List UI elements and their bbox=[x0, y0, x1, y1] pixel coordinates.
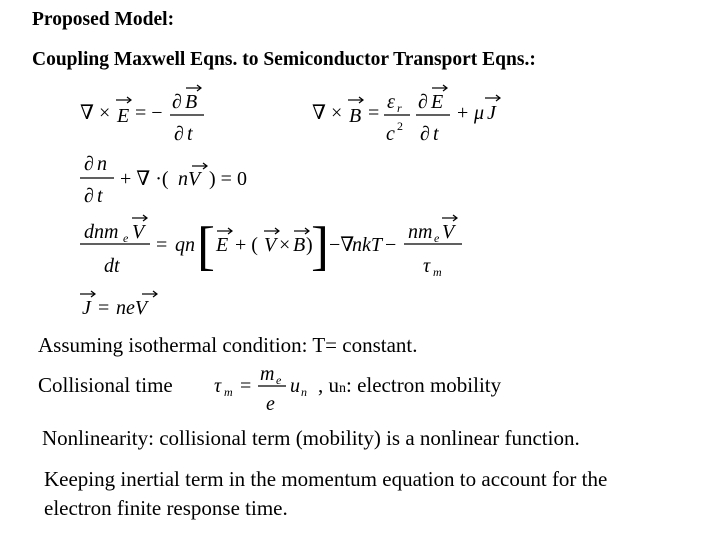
svg-text:+: + bbox=[457, 102, 469, 124]
svg-text:∂: ∂ bbox=[84, 153, 94, 175]
svg-text:t: t bbox=[433, 123, 439, 145]
svg-text:∇ ×: ∇ × bbox=[312, 102, 343, 124]
svg-text:=: = bbox=[98, 297, 110, 319]
inertial-note-line-2: electron finite response time. bbox=[44, 496, 288, 520]
mobility-prefix: , u bbox=[318, 373, 339, 397]
isothermal-assumption: Assuming isothermal condition: T= constant. bbox=[38, 333, 418, 357]
svg-text:=: = bbox=[368, 102, 380, 124]
svg-text:e: e bbox=[434, 231, 440, 245]
svg-text:m: m bbox=[433, 265, 442, 279]
svg-text:neV: neV bbox=[116, 297, 148, 319]
current-equation bbox=[80, 284, 200, 329]
svg-text:dt: dt bbox=[104, 255, 120, 277]
svg-text:[: [ bbox=[197, 216, 215, 276]
svg-text:E: E bbox=[431, 91, 444, 113]
svg-text:E: E bbox=[216, 234, 229, 256]
svg-text:+ (: + ( bbox=[235, 234, 258, 256]
svg-text:=: = bbox=[156, 234, 168, 256]
svg-text:+ ∇ ·(: + ∇ ·( bbox=[120, 168, 169, 190]
svg-text:ε: ε bbox=[387, 91, 395, 113]
nonlinearity-note: Nonlinearity: collisional term (mobility) is a nonlinear function. bbox=[42, 426, 580, 450]
svg-text:t: t bbox=[97, 185, 103, 207]
svg-text:r: r bbox=[397, 101, 402, 115]
svg-text:n: n bbox=[301, 385, 307, 399]
slide-title-line-1: Proposed Model: bbox=[32, 9, 175, 30]
svg-text:) = 0: ) = 0 bbox=[209, 168, 247, 190]
svg-text:E: E bbox=[117, 105, 130, 127]
svg-text:e: e bbox=[266, 393, 275, 415]
svg-text:u: u bbox=[290, 375, 300, 397]
svg-text:∂: ∂ bbox=[174, 123, 184, 145]
slide-title-line-2: Coupling Maxwell Eqns. to Semiconductor Transport Eqns.: bbox=[32, 49, 536, 70]
mobility-subscript: n bbox=[339, 381, 346, 396]
mobility-suffix: : electron mobility bbox=[346, 373, 502, 397]
svg-text:∇ ×: ∇ × bbox=[80, 102, 111, 124]
svg-text:= −: = − bbox=[135, 102, 163, 124]
svg-text:−∇: −∇ bbox=[329, 234, 355, 256]
svg-text:): ) bbox=[306, 234, 313, 256]
svg-text:−: − bbox=[385, 234, 397, 256]
svg-text:e: e bbox=[276, 373, 282, 387]
svg-text:∂: ∂ bbox=[84, 185, 94, 207]
svg-text:V: V bbox=[442, 221, 455, 243]
svg-text:τ: τ bbox=[214, 375, 222, 397]
svg-text:n: n bbox=[97, 153, 107, 175]
svg-text:∂: ∂ bbox=[420, 123, 430, 145]
ampere-equation bbox=[312, 84, 512, 153]
svg-text:B: B bbox=[185, 91, 198, 113]
svg-text:nm: nm bbox=[408, 221, 433, 243]
svg-text:B: B bbox=[349, 105, 362, 127]
svg-text:μ: μ bbox=[474, 102, 485, 124]
svg-text:c: c bbox=[386, 123, 395, 145]
svg-text:J: J bbox=[82, 297, 91, 319]
svg-text:∂: ∂ bbox=[418, 91, 428, 113]
svg-text:nV: nV bbox=[178, 168, 201, 190]
collision-time-equation bbox=[212, 360, 322, 421]
collisional-time-label: Collisional time bbox=[38, 373, 173, 397]
inertial-note-line-1: Keeping inertial term in the momentum equation to account for the bbox=[44, 467, 608, 491]
svg-text:dnm: dnm bbox=[84, 221, 119, 243]
svg-text:2: 2 bbox=[397, 119, 403, 133]
svg-text:τ: τ bbox=[423, 255, 431, 277]
svg-text:J: J bbox=[487, 102, 496, 124]
continuity-equation bbox=[80, 150, 260, 215]
svg-text:V: V bbox=[132, 221, 145, 243]
svg-text:V: V bbox=[264, 234, 277, 256]
electron-mobility-note bbox=[318, 372, 501, 402]
momentum-equation bbox=[80, 212, 480, 285]
svg-text:∂: ∂ bbox=[172, 91, 182, 113]
svg-text:B: B bbox=[293, 234, 306, 256]
svg-text:t: t bbox=[187, 123, 193, 145]
svg-text:qn: qn bbox=[175, 234, 195, 256]
svg-text:m: m bbox=[260, 363, 275, 385]
svg-text:×: × bbox=[279, 234, 291, 256]
svg-text:e: e bbox=[123, 231, 129, 245]
faraday-equation bbox=[80, 84, 220, 153]
svg-text:]: ] bbox=[311, 216, 329, 276]
svg-text:=: = bbox=[240, 375, 252, 397]
svg-text:m: m bbox=[224, 385, 233, 399]
svg-text:nkT: nkT bbox=[352, 234, 382, 256]
